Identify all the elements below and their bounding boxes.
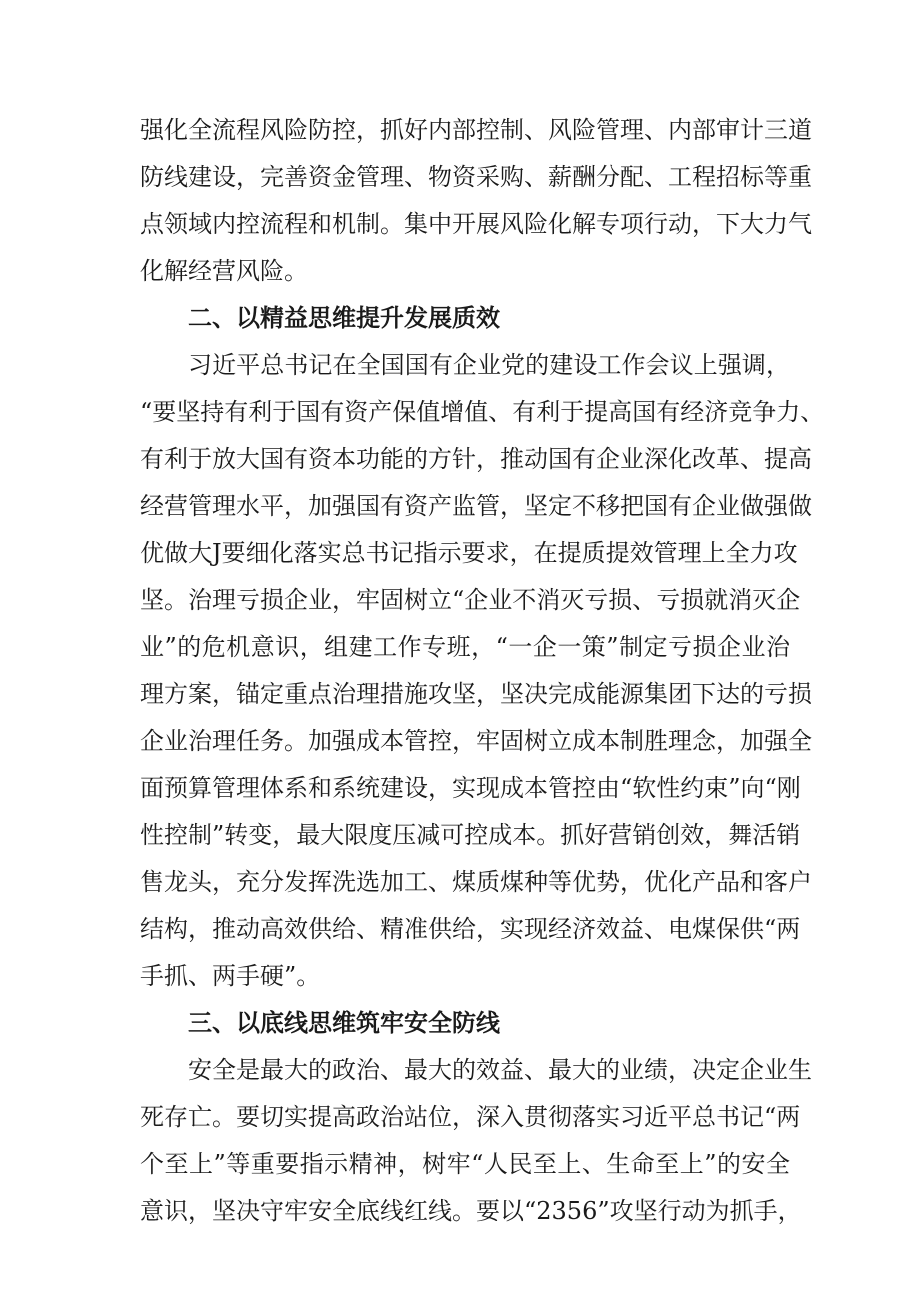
paragraph-line: 售龙头，充分发挥洗选加工、煤质煤种等优势，优化产品和客户: [140, 868, 812, 896]
paragraph-line: 死存亡。要切实提高政治站位，深入贯彻落实习近平总书记“两: [140, 1103, 801, 1131]
paragraph-line: 意识，坚决守牢安全底线红线。要以“2356”攻坚行动为抓手，: [140, 1197, 802, 1225]
paragraph-line: 化解经营风险。: [140, 257, 308, 285]
paragraph-line: 业”的危机意识，组建工作专班，“一企一策”制定亏损企业治: [140, 633, 790, 661]
paragraph-line: 有利于放大国有资本功能的方针，推动国有企业深化改革、提高: [140, 445, 812, 473]
paragraph-line: 经营管理水平，加强国有资产监管，坚定不移把国有企业做强做: [140, 492, 812, 520]
paragraph-line: 强化全流程风险防控，抓好内部控制、风险管理、内部审计三道: [140, 116, 812, 144]
paragraph-line: 结构，推动高效供给、精准供给，实现经济效益、电煤保供“两: [140, 915, 801, 943]
paragraph-line: 手抓、两手硬”。: [140, 962, 321, 990]
paragraph-line: 点领域内控流程和机制。集中开展风险化解专项行动，下大力气: [140, 210, 812, 238]
paragraph-line: 坚。治理亏损企业，牢固树立“企业不消灭亏损、亏损就消灭企: [140, 586, 801, 614]
paragraph-line: 优做大J要细化落实总书记指示要求，在提质提效管理上全力攻: [140, 539, 798, 567]
section-heading: 三、以底线思维筑牢安全防线: [188, 1009, 500, 1037]
paragraph-line: 理方案，锚定重点治理措施攻坚，坚决完成能源集团下达的亏损: [140, 680, 812, 708]
paragraph-line: 企业治理任务。加强成本管控，牢固树立成本制胜理念，加强全: [140, 727, 812, 755]
paragraph-line: 安全是最大的政治、最大的效益、最大的业绩，决定企业生: [188, 1056, 812, 1084]
paragraph-line: 个至上”等重要指示精神，树牢“人民至上、生命至上”的安全: [140, 1150, 790, 1178]
paragraph-line: 性控制”转变，最大限度压减可控成本。抓好营销创效，舞活销: [140, 821, 801, 849]
section-heading: 二、以精益思维提升发展质效: [188, 304, 500, 332]
paragraph-line: 习近平总书记在全国国有企业党的建设工作会议上强调，: [188, 351, 790, 379]
paragraph-line: 防线建设，完善资金管理、物资采购、薪酬分配、工程招标等重: [140, 163, 812, 191]
paragraph-line: “要坚持有利于国有资产保值增值、有利于提高国有经济竞争力、: [140, 398, 825, 426]
paragraph-line: 面预算管理体系和系统建设，实现成本管控由“软性约束”向“刚: [140, 774, 801, 802]
